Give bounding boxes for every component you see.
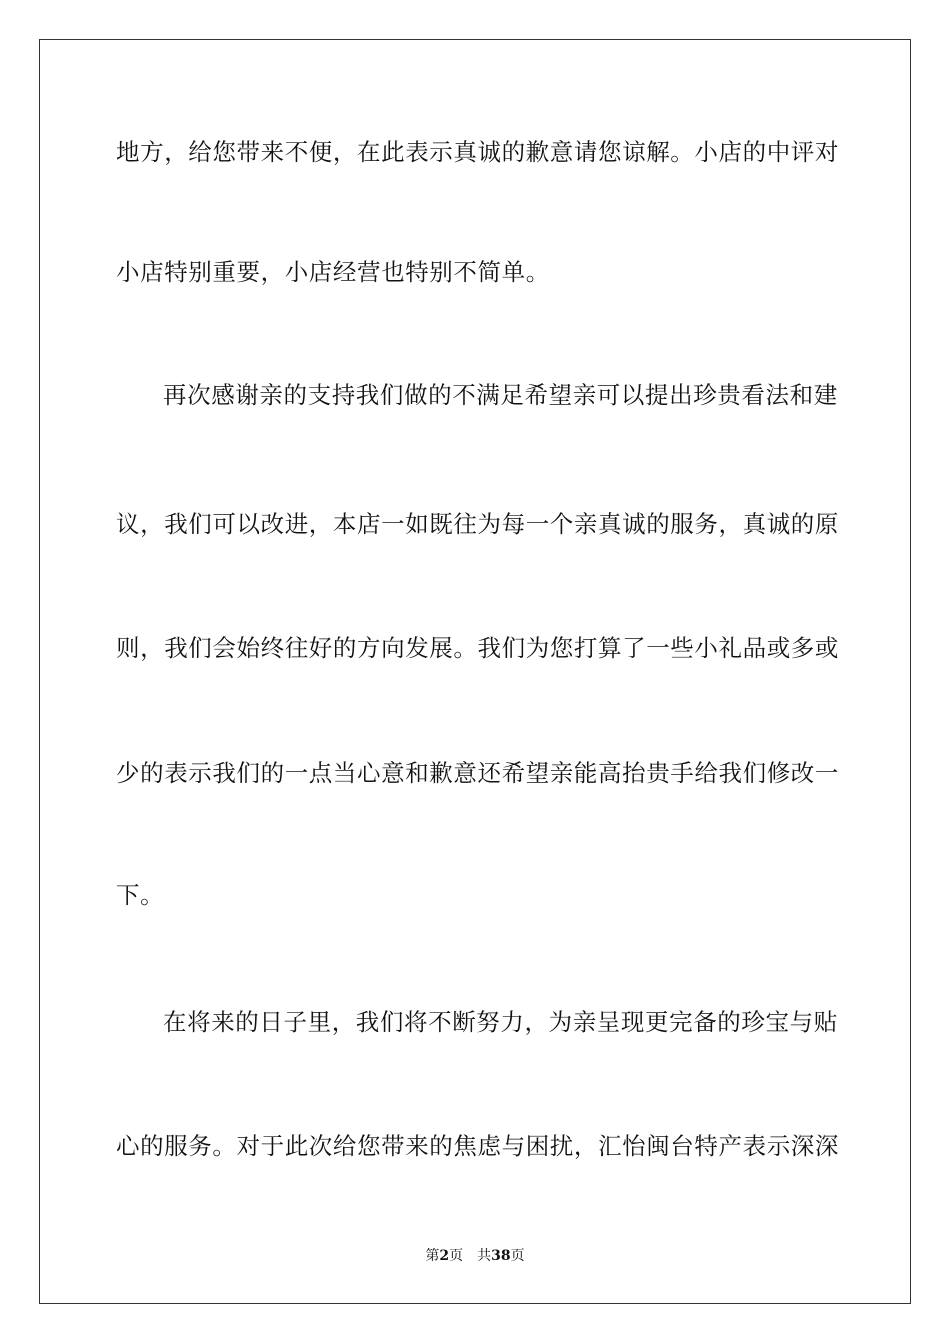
text-line-3: 再次感谢亲的支持我们做的不满足希望亲可以提出珍贵看法和建 — [163, 381, 838, 409]
text-line-4: 议，我们可以改进，本店一如既往为每一个亲真诚的服务，真诚的原 — [116, 510, 839, 538]
page-prefix: 第 — [425, 1248, 440, 1264]
total-page-count: 38 — [491, 1248, 511, 1264]
text-line-8: 在将来的日子里，我们将不断努力，为亲呈现更完备的珍宝与贴 — [163, 1008, 838, 1036]
text-line-9: 心的服务。对于此次给您带来的焦虑与困扰，汇怡闽台特产表示深深 — [116, 1132, 839, 1160]
page-border — [39, 39, 911, 1304]
text-line-7: 下。 — [116, 881, 165, 909]
page-suffix: 页 — [449, 1248, 464, 1264]
text-line-2: 小店特别重要，小店经营也特别不简单。 — [116, 258, 550, 286]
text-line-5: 则，我们会始终往好的方向发展。我们为您打算了一些小礼品或多或 — [116, 634, 839, 662]
text-line-6: 少的表示我们的一点当心意和歉意还希望亲能高抬贵手给我们修改一 — [116, 759, 839, 787]
total-suffix: 页 — [510, 1248, 525, 1264]
current-page-number: 2 — [439, 1248, 450, 1264]
text-line-1: 地方，给您带来不便，在此表示真诚的歉意请您谅解。小店的中评对 — [116, 138, 839, 166]
total-prefix: 共 — [477, 1248, 492, 1264]
page-footer — [0, 1247, 950, 1265]
